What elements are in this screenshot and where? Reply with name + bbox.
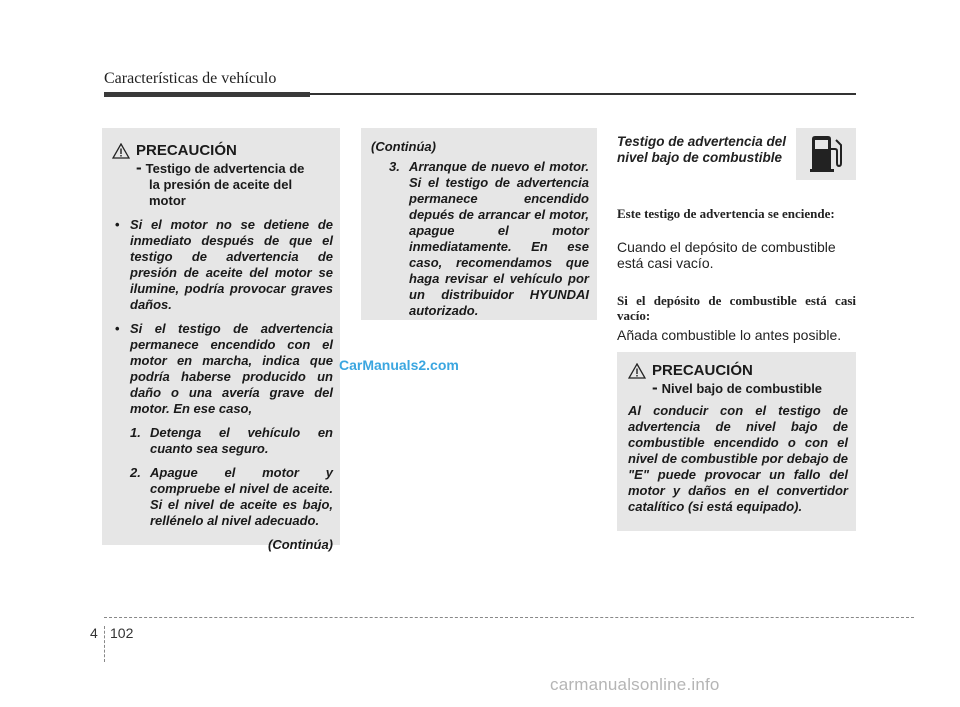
caution-box-low-fuel bbox=[617, 352, 856, 531]
caution-subtitle: - Testigo de advertencia de bbox=[136, 158, 305, 177]
fuel-warning-heading: Testigo de advertencia del nivel bajo de combustible bbox=[617, 134, 787, 165]
caution-subtitle-cont: motor bbox=[149, 193, 186, 208]
header-bar bbox=[104, 92, 310, 97]
fuel-question-1: Este testigo de advertencia se enciende: bbox=[617, 206, 835, 221]
footer-rule bbox=[104, 617, 914, 618]
warning-triangle-icon bbox=[628, 363, 646, 379]
numbered-step: 3. Arranque de nuevo el motor. Si el testigo de advertencia permanece encendido depués de arrancar el motor, apague el motor inmediatamente. En ese caso, recomendamos que haga revisar el vehículo por un distribuidor HYUNDAI autorizado. bbox=[389, 159, 589, 318]
caution-title: PRECAUCIÓN bbox=[628, 362, 848, 380]
warning-triangle-icon bbox=[112, 143, 130, 159]
fuel-question-2: Si el depósito de combustible está casi vacío: bbox=[617, 293, 856, 323]
continued-label: (Continúa) bbox=[268, 537, 333, 552]
continued-label: (Continúa) bbox=[371, 139, 436, 154]
page-number: 102 bbox=[110, 625, 134, 641]
header-rule bbox=[310, 93, 856, 95]
footer-site-watermark: carmanualsonline.info bbox=[550, 675, 720, 694]
numbered-step: 1. Detenga el vehículo en cuanto sea seguro. bbox=[130, 425, 333, 456]
watermark-text: CarManuals2.com bbox=[339, 357, 459, 373]
chapter-number: 4 bbox=[90, 625, 98, 641]
fuel-answer-2: Añada combustible lo antes posible. bbox=[617, 327, 842, 343]
caution-box-oil-pressure bbox=[102, 128, 340, 552]
bullet-item: • Si el motor no se detiene de inmediato después de que el testigo de advertencia de presión de aceite del motor se ilumine, podría provocar graves daños. bbox=[112, 217, 333, 313]
caution-box-continued bbox=[361, 128, 597, 320]
caution-title: PRECAUCIÓN bbox=[112, 142, 333, 160]
caution-subtitle: - Nivel bajo de combustible bbox=[652, 378, 823, 397]
caution-subtitle-cont: la presión de aceite del bbox=[149, 177, 293, 192]
fuel-pump-icon bbox=[796, 128, 856, 180]
fuel-answer-1: Cuando el depósito de combustible está casi vacío. bbox=[617, 239, 836, 271]
bullet-item: • Si el testigo de advertencia permanece encendido con el motor en marcha, indica que podría haberse producido un daño o una avería grave del motor. En ese caso, bbox=[112, 321, 333, 417]
numbered-step: 2. Apague el motor y compruebe el nivel de aceite. Si el nivel de aceite es bajo, rellénelo al nivel adecuado. bbox=[130, 465, 333, 528]
caution-body: Al conducir con el testigo de advertencia de nivel bajo de combustible encendido o con el nivel de combustible por debajo de "E" puede provocar un fallo del motor y daños en el convertidor catalítico (si está equipado). bbox=[628, 403, 848, 514]
footer-divider bbox=[104, 626, 105, 662]
chapter-title: Características de vehículo bbox=[104, 70, 277, 87]
